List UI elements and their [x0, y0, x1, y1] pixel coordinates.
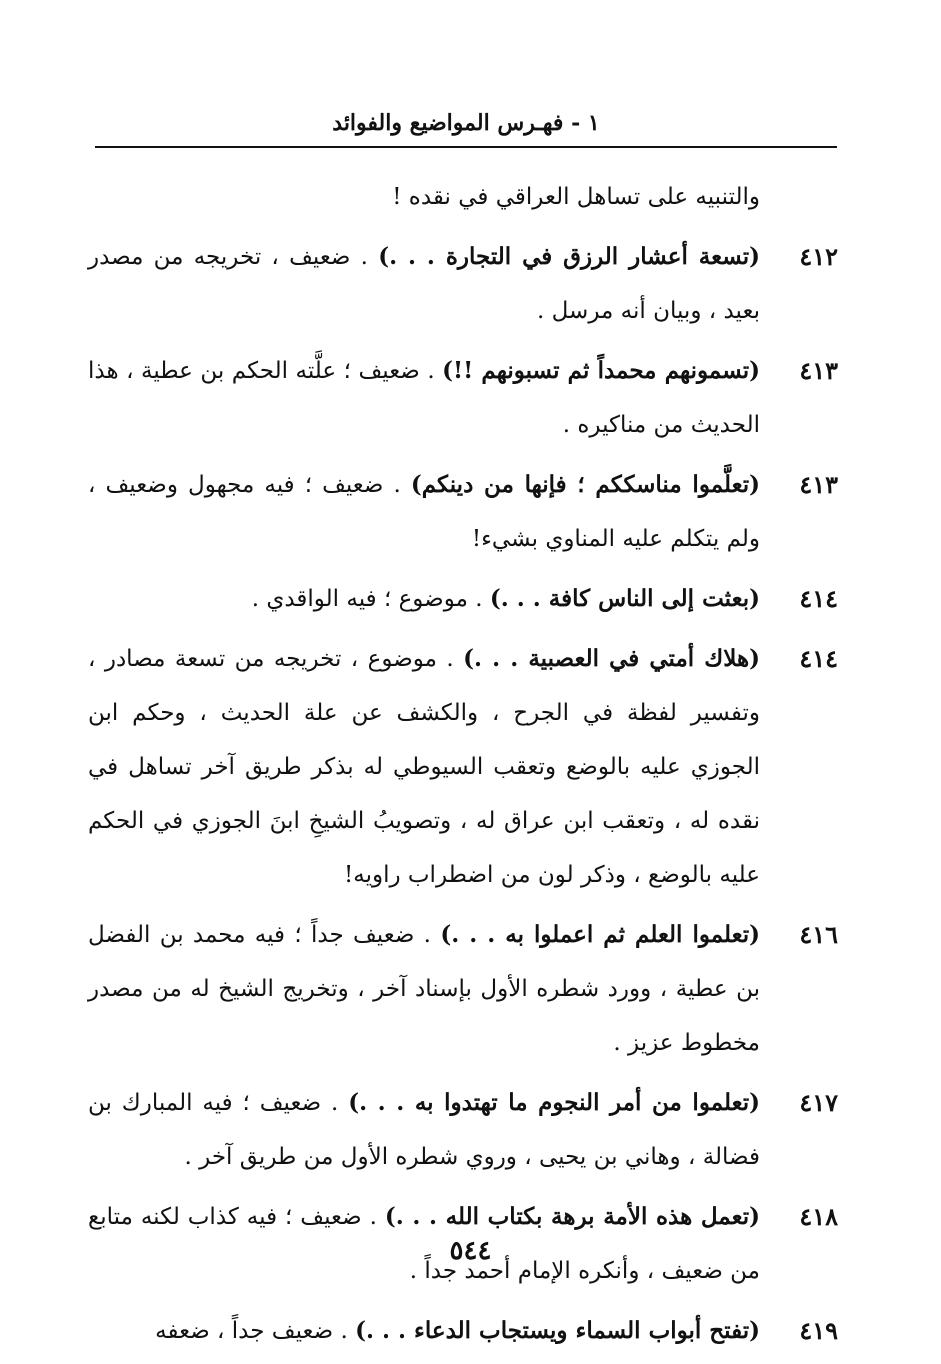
entry-412 — [88, 230, 838, 338]
entry-body: . موضوع ؛ فيه الواقدي . — [251, 586, 490, 612]
entry-text — [88, 458, 760, 566]
entry-number: ٤١٩ — [799, 1316, 838, 1345]
entry-413a — [88, 344, 838, 452]
entry-419 — [88, 1304, 838, 1358]
entry-body: . ضعيف ، تخريجه من مصدر بعيد ، وبيان أنه مرسل . — [88, 244, 760, 324]
entry-body: . ضعيف جداً ؛ فيه محمد بن الفضل بن عطية ، وورد شطره الأول بإسناد آخر ، وتخريج الشيخ له من مصدر مخطوط عزيز . — [88, 922, 760, 1056]
entry-number: ٤١٦ — [799, 920, 838, 949]
entry-417 — [88, 1076, 838, 1184]
entry-body: . ضعيف ؛ فيه مجهول وضعيف ، ولم يتكلم عليه المناوي بشيء! — [88, 472, 760, 552]
entry-text — [88, 170, 838, 224]
entry-text — [88, 632, 760, 902]
entry-416 — [88, 908, 838, 1070]
hadith-title: (بعثت إلى الناس كافة . . .) — [489, 585, 760, 612]
entry-body: . ضعيف ؛ علَّته الحكم بن عطية ، هذا الحديث من مناكيره . — [88, 358, 760, 438]
entries-list — [88, 170, 838, 1364]
header-rule — [95, 146, 837, 148]
hadith-title: (تفتح أبواب السماء ويستجاب الدعاء . . .) — [355, 1317, 760, 1344]
entry-text — [88, 572, 760, 626]
entry-body: . موضوع ، تخريجه من تسعة مصادر ، وتفسير لفظة في الجرح ، والكشف عن علة الحديث ، وحكم ابن الجوزي عليه بالوضع وتعقب السيوطي له بذكر طريق آخر تساهل في نقده له ، وتعقب ابن عراق له ، وتصويبُ الشيخِ ابنَ الجوزي في الحكم عليه بالوضع ، وذكر لون من اضطراب راويه! — [88, 646, 760, 888]
entry-number: ٤١٤ — [799, 644, 838, 673]
hadith-title: (تعلموا العلم ثم اعملوا به . . .) — [440, 921, 761, 948]
running-header: ١ - فهـرس المواضيع والفوائد — [332, 110, 600, 136]
entry-414b — [88, 632, 838, 902]
entry-body: . ضعيف جداً ، ضعفه — [155, 1318, 356, 1344]
entry-text — [88, 344, 760, 452]
hadith-title: (تعمل هذه الأمة برهة بكتاب الله . . .) — [384, 1203, 760, 1230]
page-number: ٥٤٤ — [449, 1236, 492, 1266]
entry-414a — [88, 572, 838, 626]
entry-text — [88, 908, 760, 1070]
entry-number: ٤١٣ — [799, 470, 838, 499]
hadith-title: (تعلَّموا مناسككم ؛ فإنها من دينكم) — [410, 471, 760, 498]
hadith-title: (هلاك أمتي في العصبية . . .) — [463, 645, 760, 672]
hadith-title: (تسعة أعشار الرزق في التجارة . . .) — [378, 243, 760, 270]
entry-text — [88, 1076, 760, 1184]
entry-text — [88, 230, 760, 338]
entry-number: ٤١٣ — [799, 356, 838, 385]
hadith-title: (تسمونهم محمداً ثم تسبونهم !!) — [442, 357, 760, 384]
entry-number: ٤١٢ — [799, 242, 838, 271]
entry-number: ٤١٨ — [799, 1202, 838, 1231]
entry-text — [88, 1304, 760, 1358]
entry-number: ٤١٤ — [799, 584, 838, 613]
entry-body: والتنبيه على تساهل العراقي في نقده ! — [392, 184, 760, 210]
entry-continuation — [88, 170, 838, 224]
entry-413b — [88, 458, 838, 566]
entry-number: ٤١٧ — [799, 1088, 838, 1117]
entry-body: . ضعيف ؛ فيه المبارك بن فضالة ، وهاني بن يحيى ، وروي شطره الأول من طريق آخر . — [88, 1090, 760, 1170]
hadith-title: (تعلموا من أمر النجوم ما تهتدوا به . . .) — [348, 1089, 760, 1116]
entry-body: . ضعيف ؛ فيه كذاب لكنه متابع من ضعيف ، وأنكره الإمام أحمد جداً . — [88, 1204, 760, 1284]
